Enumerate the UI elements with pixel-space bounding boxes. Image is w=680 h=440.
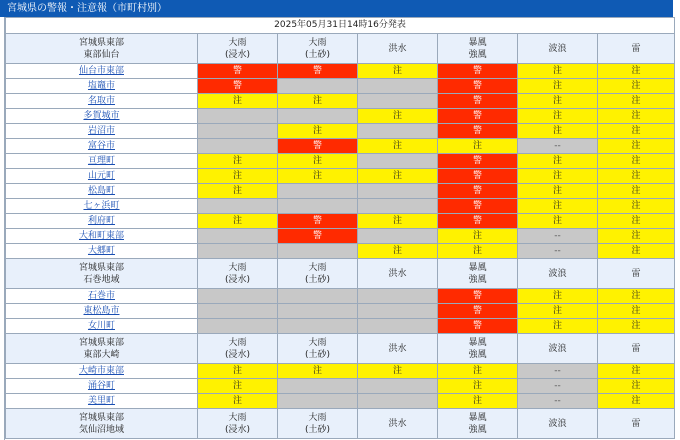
column-header: 洪水: [358, 259, 438, 289]
column-header: 大雨 (土砂): [278, 259, 358, 289]
status-cell: 注: [198, 214, 278, 229]
status-cell: 警: [438, 319, 518, 334]
city-link[interactable]: 松島町: [87, 185, 115, 196]
status-cell: 注: [518, 79, 598, 94]
status-cell: [278, 319, 358, 334]
city-cell: [6, 244, 198, 259]
status-cell: [198, 319, 278, 334]
column-header: 大雨 (土砂): [278, 409, 358, 439]
status-cell: [358, 229, 438, 244]
column-header: 暴風 強風: [438, 409, 518, 439]
city-cell: [6, 109, 198, 124]
city-link[interactable]: 名取市: [87, 95, 115, 106]
status-cell: 警: [278, 229, 358, 244]
column-header: 雷: [598, 409, 675, 439]
status-cell: 警: [438, 64, 518, 79]
status-cell: [358, 199, 438, 214]
panel-title: 宮城県の警報・注意報（市町村別）: [0, 0, 673, 17]
city-cell: [6, 379, 198, 394]
status-cell: 警: [278, 64, 358, 79]
status-cell: 注: [198, 364, 278, 379]
city-cell: [6, 364, 198, 379]
table-row: [6, 214, 675, 229]
table-row: [6, 319, 675, 334]
table-row: [6, 229, 675, 244]
status-cell: 注: [358, 169, 438, 184]
table-row: [6, 109, 675, 124]
table-row: [6, 79, 675, 94]
column-header: 大雨 (土砂): [278, 334, 358, 364]
city-link[interactable]: 大崎市東部: [78, 365, 124, 376]
status-cell: 注: [438, 139, 518, 154]
table-row: [6, 64, 675, 79]
column-header: 波浪: [518, 259, 598, 289]
status-cell: 注: [438, 379, 518, 394]
status-cell: [278, 394, 358, 409]
status-cell: 注: [518, 154, 598, 169]
status-cell: [278, 109, 358, 124]
table-row: [6, 169, 675, 184]
status-cell: 注: [598, 379, 675, 394]
city-cell: [6, 199, 198, 214]
status-cell: [198, 199, 278, 214]
column-header: 洪水: [358, 334, 438, 364]
status-cell: 注: [358, 214, 438, 229]
status-cell: [358, 79, 438, 94]
city-cell: [6, 124, 198, 139]
city-link[interactable]: 岩沼市: [87, 125, 115, 136]
status-cell: 注: [518, 304, 598, 319]
status-cell: [358, 319, 438, 334]
status-cell: 注: [598, 64, 675, 79]
city-link[interactable]: 亘理町: [87, 155, 115, 166]
status-cell: --: [518, 139, 598, 154]
status-cell: [358, 94, 438, 109]
status-cell: [278, 244, 358, 259]
table-container: [4, 17, 675, 440]
city-link[interactable]: 利府町: [87, 215, 115, 226]
status-cell: --: [518, 244, 598, 259]
region-header-row: [6, 259, 675, 289]
city-cell: [6, 154, 198, 169]
status-cell: 注: [518, 169, 598, 184]
column-header: 雷: [598, 259, 675, 289]
table-row: [6, 199, 675, 214]
column-header: 雷: [598, 334, 675, 364]
city-link[interactable]: 東松島市: [83, 305, 120, 316]
status-cell: 注: [198, 379, 278, 394]
status-cell: 注: [598, 229, 675, 244]
city-cell: [6, 394, 198, 409]
city-cell: [6, 289, 198, 304]
status-cell: 注: [358, 244, 438, 259]
city-link[interactable]: 七ヶ浜町: [83, 200, 120, 211]
status-cell: --: [518, 394, 598, 409]
status-cell: [278, 289, 358, 304]
city-link[interactable]: 美里町: [87, 395, 115, 406]
column-header: 波浪: [518, 334, 598, 364]
status-cell: 注: [278, 169, 358, 184]
status-cell: 注: [598, 124, 675, 139]
city-link[interactable]: 石巻市: [87, 290, 115, 301]
status-cell: 警: [438, 169, 518, 184]
status-cell: 注: [518, 214, 598, 229]
status-cell: 注: [598, 319, 675, 334]
table-row: [6, 124, 675, 139]
city-cell: [6, 64, 198, 79]
status-cell: [278, 184, 358, 199]
status-cell: [358, 289, 438, 304]
column-header: 波浪: [518, 409, 598, 439]
status-cell: 注: [198, 154, 278, 169]
city-cell: [6, 214, 198, 229]
status-cell: 警: [438, 124, 518, 139]
issued-time: 2025年05月31日14時16分発表: [6, 18, 675, 34]
status-cell: 注: [518, 289, 598, 304]
city-link[interactable]: 塩竈市: [87, 80, 115, 91]
status-cell: [358, 304, 438, 319]
status-cell: [358, 184, 438, 199]
status-cell: 警: [438, 199, 518, 214]
status-cell: 警: [438, 304, 518, 319]
status-cell: [198, 124, 278, 139]
status-cell: 注: [598, 289, 675, 304]
status-cell: 注: [598, 214, 675, 229]
status-cell: 注: [518, 184, 598, 199]
column-header: 大雨 (浸水): [198, 409, 278, 439]
status-cell: 警: [438, 214, 518, 229]
column-header: 暴風 強風: [438, 34, 518, 64]
status-cell: 注: [358, 64, 438, 79]
status-cell: 注: [518, 124, 598, 139]
status-cell: 注: [278, 124, 358, 139]
status-cell: 警: [278, 214, 358, 229]
status-cell: 注: [278, 154, 358, 169]
city-link[interactable]: 富谷市: [87, 140, 115, 151]
status-cell: --: [518, 229, 598, 244]
status-cell: [198, 109, 278, 124]
column-header: 大雨 (浸水): [198, 334, 278, 364]
status-cell: 注: [598, 199, 675, 214]
status-cell: [198, 139, 278, 154]
status-cell: 注: [518, 64, 598, 79]
table-row: [6, 154, 675, 169]
table-row: [6, 364, 675, 379]
table-row: [6, 394, 675, 409]
status-cell: 注: [598, 304, 675, 319]
status-cell: --: [518, 379, 598, 394]
city-cell: [6, 139, 198, 154]
column-header: 洪水: [358, 409, 438, 439]
status-cell: [278, 379, 358, 394]
status-cell: 注: [358, 109, 438, 124]
column-header: 暴風 強風: [438, 259, 518, 289]
status-cell: [278, 79, 358, 94]
status-cell: 注: [198, 94, 278, 109]
table-row: [6, 184, 675, 199]
status-cell: 注: [598, 169, 675, 184]
status-cell: [358, 394, 438, 409]
region-header-row: [6, 34, 675, 64]
status-cell: 注: [598, 94, 675, 109]
status-cell: 注: [598, 154, 675, 169]
column-header: 大雨 (浸水): [198, 259, 278, 289]
city-cell: [6, 94, 198, 109]
status-cell: --: [518, 364, 598, 379]
city-cell: [6, 169, 198, 184]
status-cell: 注: [278, 364, 358, 379]
column-header: 洪水: [358, 34, 438, 64]
status-cell: 警: [198, 79, 278, 94]
status-cell: [198, 289, 278, 304]
status-cell: 警: [278, 139, 358, 154]
table-row: [6, 94, 675, 109]
status-cell: 警: [438, 289, 518, 304]
status-cell: 注: [438, 229, 518, 244]
status-cell: 注: [518, 319, 598, 334]
status-cell: 注: [518, 199, 598, 214]
status-cell: 注: [358, 364, 438, 379]
table-row: [6, 304, 675, 319]
status-cell: [198, 304, 278, 319]
city-cell: [6, 229, 198, 244]
status-cell: 注: [358, 139, 438, 154]
city-cell: [6, 184, 198, 199]
status-cell: 警: [438, 184, 518, 199]
status-cell: [278, 199, 358, 214]
status-cell: [198, 244, 278, 259]
table-row: [6, 244, 675, 259]
status-cell: 警: [438, 109, 518, 124]
status-cell: 注: [518, 109, 598, 124]
city-link[interactable]: 多賀城市: [83, 110, 120, 121]
table-row: [6, 379, 675, 394]
region-name: 宮城県東部 石巻地域: [6, 259, 198, 289]
column-header: 大雨 (浸水): [198, 34, 278, 64]
status-cell: 注: [438, 364, 518, 379]
status-cell: 注: [598, 139, 675, 154]
status-cell: 注: [438, 244, 518, 259]
status-cell: 注: [598, 244, 675, 259]
city-link[interactable]: 大和町東部: [78, 230, 124, 241]
status-cell: 注: [198, 184, 278, 199]
city-link[interactable]: 女川町: [87, 320, 115, 331]
region-name: 宮城県東部 東部大崎: [6, 334, 198, 364]
city-link[interactable]: 大郷町: [87, 245, 115, 256]
region-header-row: [6, 334, 675, 364]
status-cell: 警: [438, 154, 518, 169]
city-link[interactable]: 山元町: [87, 170, 115, 181]
status-cell: 注: [598, 184, 675, 199]
status-cell: 注: [198, 394, 278, 409]
column-header: 雷: [598, 34, 675, 64]
city-link[interactable]: 涌谷町: [87, 380, 115, 391]
column-header: 波浪: [518, 34, 598, 64]
warning-table: [5, 17, 675, 439]
status-cell: 注: [278, 94, 358, 109]
status-cell: 警: [438, 94, 518, 109]
status-cell: [358, 124, 438, 139]
city-cell: [6, 319, 198, 334]
region-name: 宮城県東部 東部仙台: [6, 34, 198, 64]
column-header: 大雨 (土砂): [278, 34, 358, 64]
status-cell: 警: [438, 79, 518, 94]
status-cell: 注: [598, 394, 675, 409]
status-cell: 注: [598, 364, 675, 379]
status-cell: [358, 379, 438, 394]
table-row: [6, 289, 675, 304]
status-cell: 注: [598, 109, 675, 124]
status-cell: [358, 154, 438, 169]
city-link[interactable]: 仙台市東部: [78, 65, 124, 76]
city-cell: [6, 304, 198, 319]
status-cell: 注: [518, 94, 598, 109]
city-cell: [6, 79, 198, 94]
status-cell: 注: [598, 79, 675, 94]
status-cell: 注: [198, 169, 278, 184]
column-header: 暴風 強風: [438, 334, 518, 364]
table-row: [6, 139, 675, 154]
status-cell: 警: [198, 64, 278, 79]
status-cell: [278, 304, 358, 319]
region-header-row: [6, 409, 675, 439]
status-cell: 注: [438, 394, 518, 409]
region-name: 宮城県東部 気仙沼地域: [6, 409, 198, 439]
status-cell: [198, 229, 278, 244]
